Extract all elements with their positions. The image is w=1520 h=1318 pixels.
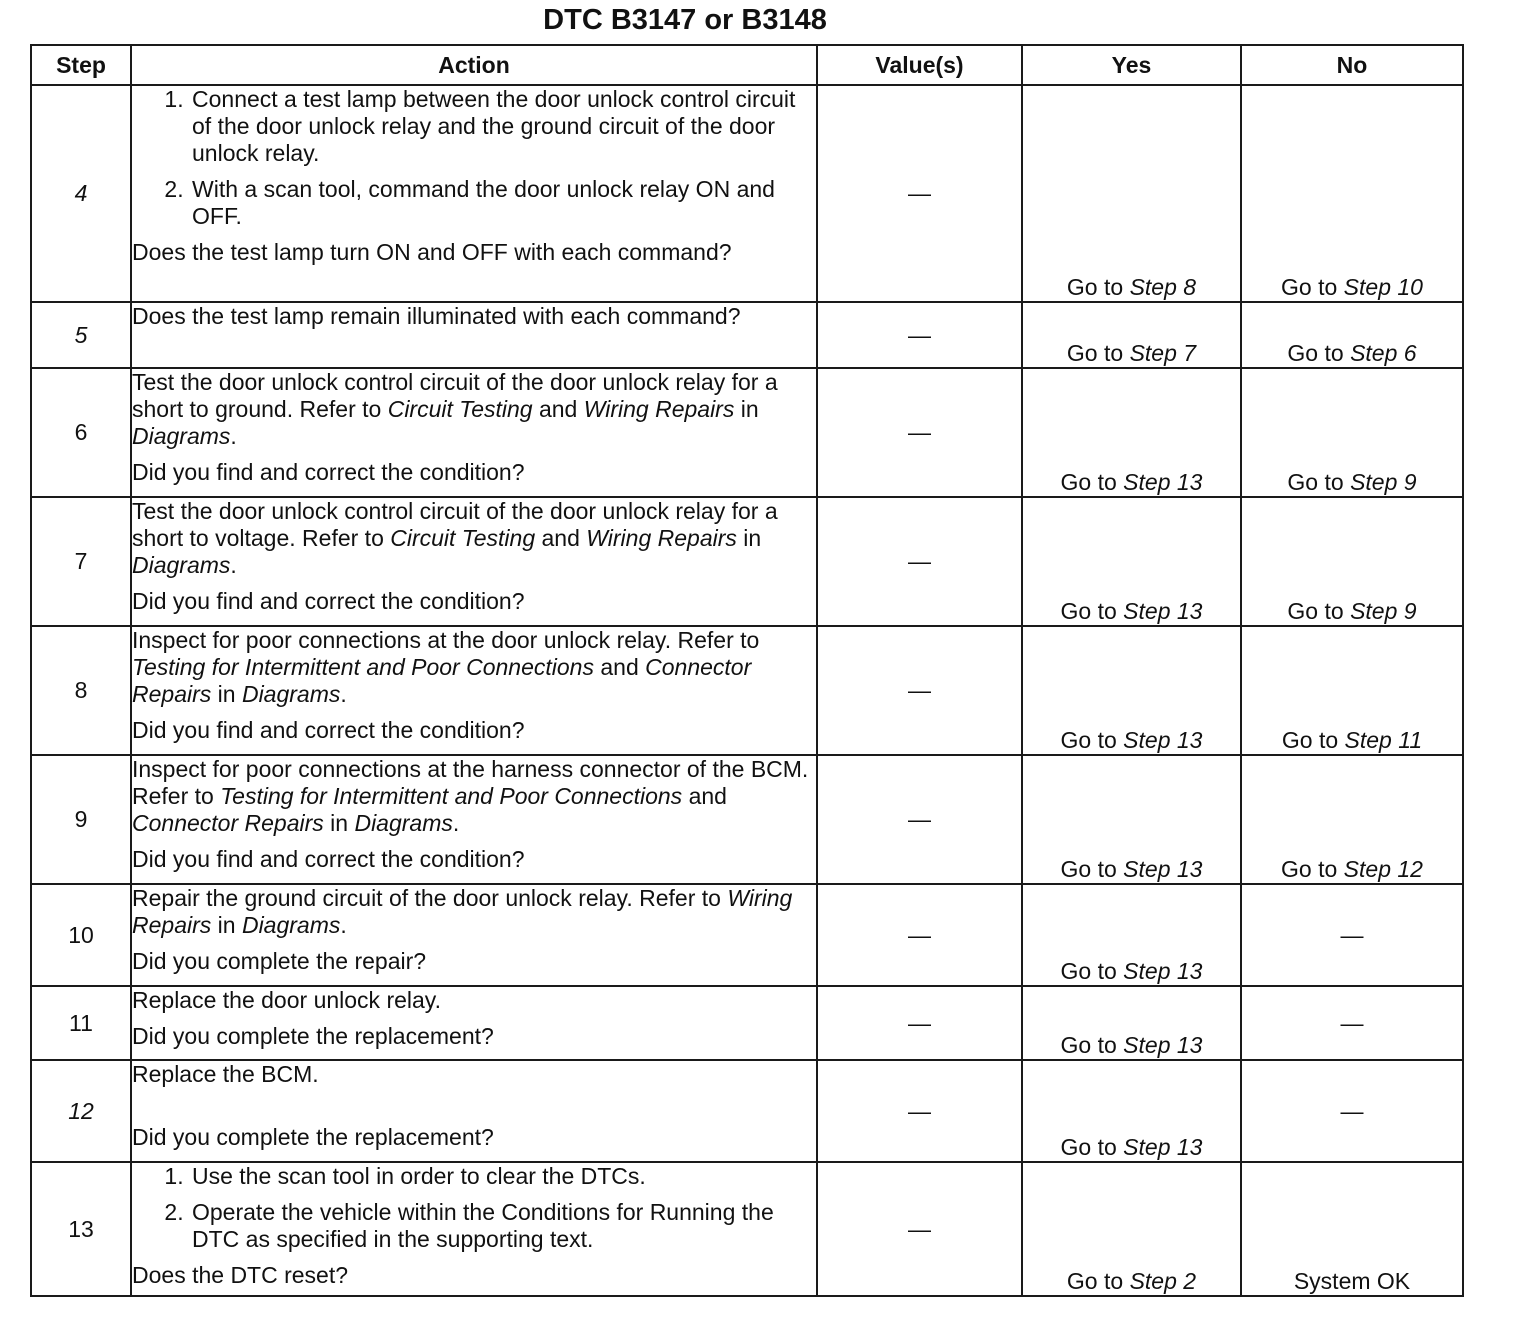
table-row <box>31 1060 1463 1162</box>
action-cell <box>131 986 817 1060</box>
goto-target: Step 12 <box>1343 856 1423 882</box>
no-cell <box>1241 755 1463 884</box>
no-cell: System OK <box>1241 1162 1463 1296</box>
page-title: DTC B3147 or B3148 <box>543 4 827 36</box>
goto-prefix: Go to <box>1287 598 1344 624</box>
goto-prefix: Go to <box>1066 1268 1124 1294</box>
action-text: Test the door unlock control circuit of the door unlock relay for a short to voltage. Refer to Circuit Testing and Wiring Repairs in Diagrams. <box>132 498 778 578</box>
goto-prefix: Go to <box>1066 340 1124 366</box>
yes-cell <box>1022 884 1241 986</box>
yes-cell <box>1022 1162 1241 1296</box>
action-list <box>132 86 816 230</box>
yes-cell <box>1022 986 1241 1060</box>
action-cell <box>131 368 817 497</box>
header-yes: Yes <box>1022 45 1241 85</box>
goto-target: Step 11 <box>1344 727 1423 753</box>
dtc-table <box>30 44 1464 1297</box>
yes-cell <box>1022 302 1241 368</box>
action-question: Did you find and correct the condition? <box>132 459 525 485</box>
action-question: Did you complete the repair? <box>132 948 427 974</box>
action-question: Did you complete the replacement? <box>132 1124 494 1150</box>
step-number: 7 <box>31 497 131 626</box>
value-cell: — <box>817 626 1022 755</box>
yes-cell <box>1022 368 1241 497</box>
goto-target: Step 6 <box>1350 340 1417 366</box>
goto-target: Step 13 <box>1123 598 1203 624</box>
action-question: Did you find and correct the condition? <box>132 717 525 743</box>
step-number: 13 <box>31 1162 131 1296</box>
spacer <box>132 1088 816 1124</box>
no-cell <box>1241 368 1463 497</box>
action-text: Inspect for poor connections at the harness connector of the BCM. Refer to Testing for Intermittent and Poor Connections and Connector Repairs in Diagrams. <box>132 756 809 836</box>
step-number: 4 <box>31 85 131 302</box>
no-cell <box>1241 85 1463 302</box>
table-row <box>31 1162 1463 1296</box>
header-values: Value(s) <box>817 45 1022 85</box>
action-cell <box>131 302 817 368</box>
step-number: 5 <box>31 302 131 368</box>
value-cell: — <box>817 1060 1022 1162</box>
goto-target: Step 13 <box>1123 1032 1203 1058</box>
goto-target: Step 9 <box>1350 469 1417 495</box>
table-row <box>31 755 1463 884</box>
goto-prefix: Go to <box>1060 1032 1117 1058</box>
list-item: 2. With a scan tool, command the door unlock relay ON and OFF. <box>190 176 816 230</box>
goto-prefix: Go to <box>1060 1134 1117 1160</box>
step-number: 9 <box>31 755 131 884</box>
goto-prefix: Go to <box>1060 469 1117 495</box>
action-cell <box>131 1162 817 1296</box>
goto-prefix: Go to <box>1060 598 1117 624</box>
action-cell <box>131 497 817 626</box>
table-row <box>31 986 1463 1060</box>
goto-target: Step 13 <box>1123 469 1203 495</box>
action-cell <box>131 755 817 884</box>
action-question: Does the test lamp turn ON and OFF with each command? <box>132 239 732 265</box>
goto-target: Step 9 <box>1350 598 1417 624</box>
goto-prefix: Go to <box>1060 958 1117 984</box>
no-cell <box>1241 497 1463 626</box>
action-list <box>132 1163 816 1253</box>
goto-target: Step 8 <box>1129 274 1197 300</box>
goto-prefix: Go to <box>1281 856 1338 882</box>
value-cell: — <box>817 986 1022 1060</box>
step-number: 12 <box>31 1060 131 1162</box>
table-row <box>31 368 1463 497</box>
value-cell: — <box>817 85 1022 302</box>
table-row <box>31 85 1463 302</box>
goto-target: Step 10 <box>1343 274 1423 300</box>
value-cell: — <box>817 302 1022 368</box>
action-text: Test the door unlock control circuit of the door unlock relay for a short to ground. Refer to Circuit Testing and Wiring Repairs in Diagrams. <box>132 369 778 449</box>
yes-cell <box>1022 626 1241 755</box>
no-cell: — <box>1241 884 1463 986</box>
yes-cell <box>1022 755 1241 884</box>
value-cell: — <box>817 368 1022 497</box>
header-no: No <box>1241 45 1463 85</box>
no-cell: — <box>1241 1060 1463 1162</box>
no-cell <box>1241 302 1463 368</box>
action-cell <box>131 884 817 986</box>
goto-target: Step 2 <box>1129 1268 1197 1294</box>
table-row <box>31 884 1463 986</box>
goto-target: Step 13 <box>1123 727 1203 753</box>
action-cell <box>131 1060 817 1162</box>
step-number: 8 <box>31 626 131 755</box>
list-item: 2. Operate the vehicle within the Conditions for Running the DTC as specified in the supporting text. <box>190 1199 816 1253</box>
goto-prefix: Go to <box>1281 727 1339 753</box>
step-number: 6 <box>31 368 131 497</box>
table-row <box>31 626 1463 755</box>
action-question: Did you find and correct the condition? <box>132 588 525 614</box>
goto-target: Step 13 <box>1123 856 1203 882</box>
action-text: Repair the ground circuit of the door unlock relay. Refer to Wiring Repairs in Diagrams. <box>132 885 793 938</box>
action-question: Did you complete the replacement? <box>132 1023 494 1049</box>
list-item: 1. Use the scan tool in order to clear the DTCs. <box>190 1163 816 1190</box>
yes-cell <box>1022 1060 1241 1162</box>
step-number: 10 <box>31 884 131 986</box>
action-cell <box>131 626 817 755</box>
yes-cell <box>1022 497 1241 626</box>
value-cell: — <box>817 1162 1022 1296</box>
value-cell: — <box>817 497 1022 626</box>
action-text: Inspect for poor connections at the door unlock relay. Refer to Testing for Intermittent and Poor Connections and Connector Repairs in Diagrams. <box>132 627 760 707</box>
action-text: Replace the BCM. <box>132 1061 319 1087</box>
header-action: Action <box>131 45 817 85</box>
goto-target: Step 7 <box>1129 340 1197 366</box>
action-cell <box>131 85 817 302</box>
action-question: Does the test lamp remain illuminated with each command? <box>132 303 741 329</box>
value-cell: — <box>817 755 1022 884</box>
no-cell: — <box>1241 986 1463 1060</box>
table-row <box>31 302 1463 368</box>
header-row <box>31 45 1463 85</box>
no-cell <box>1241 626 1463 755</box>
list-item: 1. Connect a test lamp between the door unlock control circuit of the door unlock relay and the ground circuit of the door unlock relay. <box>190 86 816 167</box>
yes-cell <box>1022 85 1241 302</box>
goto-target: Step 13 <box>1123 1134 1203 1160</box>
table-row <box>31 497 1463 626</box>
goto-target: Step 13 <box>1123 958 1203 984</box>
goto-prefix: Go to <box>1287 340 1344 366</box>
goto-prefix: Go to <box>1281 274 1338 300</box>
goto-prefix: Go to <box>1287 469 1344 495</box>
action-text: Replace the door unlock relay. <box>132 987 441 1013</box>
goto-prefix: Go to <box>1066 274 1124 300</box>
goto-prefix: Go to <box>1060 727 1117 753</box>
action-question: Did you find and correct the condition? <box>132 846 525 872</box>
goto-prefix: Go to <box>1060 856 1117 882</box>
step-number: 11 <box>31 986 131 1060</box>
action-question: Does the DTC reset? <box>132 1262 349 1288</box>
value-cell: — <box>817 884 1022 986</box>
header-step: Step <box>31 45 131 85</box>
